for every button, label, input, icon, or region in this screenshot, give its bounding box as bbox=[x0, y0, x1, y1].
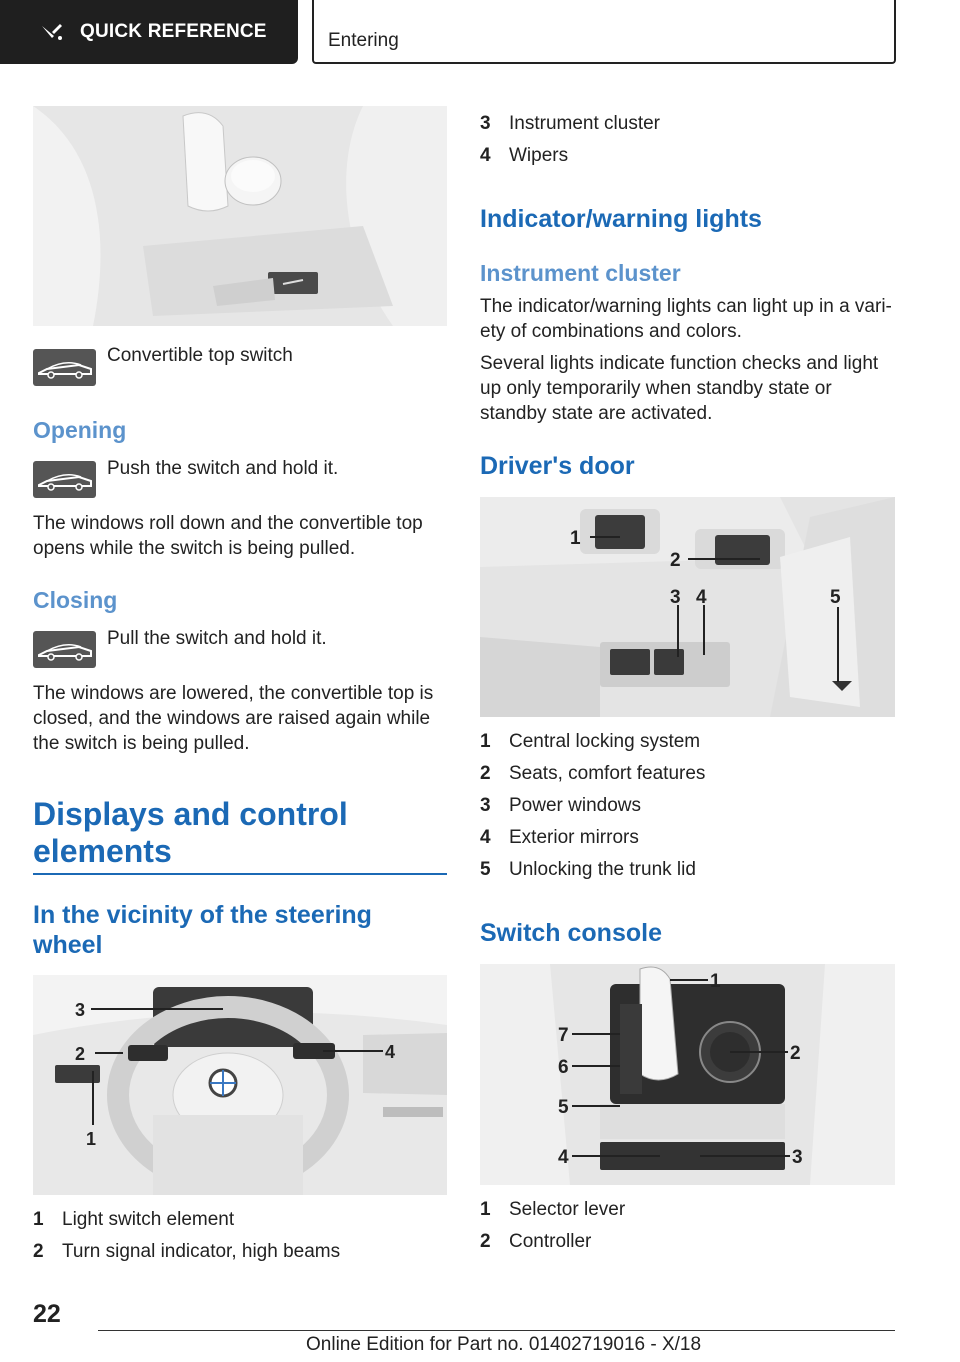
door-callout: 4 bbox=[696, 587, 707, 608]
closing-body-line-3: the switch is being pulled. bbox=[33, 733, 250, 754]
convertible-switch-icon bbox=[33, 349, 96, 386]
list-item-number: 2 bbox=[33, 1241, 44, 1262]
cluster-p2-line-1: Several lights indicate function checks and light bbox=[480, 353, 879, 374]
steering-callout: 3 bbox=[75, 1000, 86, 1020]
list-item-number: 2 bbox=[480, 763, 491, 784]
quick-reference-icon bbox=[38, 18, 66, 46]
door-callout: 1 bbox=[570, 528, 581, 549]
cluster-heading: Instrument cluster bbox=[480, 260, 681, 286]
console-callout: 1 bbox=[710, 971, 721, 992]
footer-divider bbox=[98, 1330, 895, 1331]
list-item-number: 4 bbox=[480, 145, 491, 166]
steering-callout: 2 bbox=[75, 1044, 86, 1064]
console-callout: 7 bbox=[558, 1025, 569, 1046]
list-item-text: Turn signal indicator, high beams bbox=[62, 1241, 341, 1262]
list-item-text: Instrument cluster bbox=[509, 113, 660, 134]
closing-switch-icon bbox=[33, 631, 96, 668]
page-number: 22 bbox=[33, 1300, 61, 1328]
list-item-text: Light switch element bbox=[62, 1209, 235, 1230]
list-item-text: Controller bbox=[509, 1231, 592, 1252]
list-item-number: 2 bbox=[480, 1231, 491, 1252]
list-item-text: Unlocking the trunk lid bbox=[509, 859, 696, 880]
steering-callouts bbox=[33, 975, 447, 1195]
cluster-p1-line-1: The indicator/warning lights can light up in a vari- bbox=[480, 296, 892, 317]
section-tab[interactable] bbox=[0, 0, 298, 64]
console-callout: 2 bbox=[790, 1043, 801, 1064]
indicator-heading: Indicator/warning lights bbox=[480, 205, 762, 233]
list-item-number: 1 bbox=[480, 731, 491, 752]
displays-heading-line-1: Displays and control bbox=[33, 796, 348, 832]
list-item-number: 1 bbox=[480, 1199, 491, 1220]
list-item-number: 5 bbox=[480, 859, 491, 880]
opening-body-line-2: opens while the switch is being pulled. bbox=[33, 538, 356, 559]
steering-callout: 4 bbox=[385, 1042, 396, 1062]
list-item-text: Exterior mirrors bbox=[509, 827, 639, 848]
door-callouts bbox=[480, 497, 895, 717]
list-item-text: Seats, comfort features bbox=[509, 763, 706, 784]
closing-body-line-1: The windows are lowered, the convertible top is bbox=[33, 683, 434, 704]
door-callout: 2 bbox=[670, 550, 681, 571]
console-callout: 6 bbox=[558, 1057, 569, 1078]
opening-switch-icon bbox=[33, 461, 96, 498]
section-tab-label: QUICK REFERENCE bbox=[80, 21, 267, 42]
closing-body-line-2: closed, and the windows are raised again while bbox=[33, 708, 431, 729]
console-callout: 5 bbox=[558, 1097, 569, 1118]
steering-callout: 1 bbox=[86, 1129, 97, 1149]
section-rule bbox=[33, 873, 447, 875]
chapter-title: Entering bbox=[328, 30, 399, 51]
displays-heading-line-2: elements bbox=[33, 833, 172, 869]
list-item-text: Wipers bbox=[509, 145, 569, 166]
cluster-p2-line-2: up only temporarily when standby state or bbox=[480, 378, 832, 399]
console-heading: Switch console bbox=[480, 919, 662, 947]
list-item-text: Selector lever bbox=[509, 1199, 626, 1220]
opening-heading: Opening bbox=[33, 417, 127, 443]
list-item-number: 1 bbox=[33, 1209, 44, 1230]
steering-heading-line-1: In the vicinity of the steering bbox=[33, 901, 372, 929]
convertible-switch-photo bbox=[33, 106, 447, 326]
door-heading: Driver's door bbox=[480, 452, 635, 480]
door-callout: 5 bbox=[830, 587, 841, 608]
cluster-p1-line-2: ety of combinations and colors. bbox=[480, 321, 742, 342]
list-item-number: 4 bbox=[480, 827, 491, 848]
closing-instruction: Pull the switch and hold it. bbox=[107, 628, 327, 649]
steering-heading-line-2: wheel bbox=[33, 931, 103, 959]
cluster-p2-line-3: standby state are activated. bbox=[480, 403, 713, 424]
switch-caption: Convertible top switch bbox=[107, 345, 293, 366]
opening-body-line-1: The windows roll down and the convertible top bbox=[33, 513, 423, 534]
door-callout: 3 bbox=[670, 587, 681, 608]
opening-instruction: Push the switch and hold it. bbox=[107, 458, 339, 479]
chapter-header bbox=[312, 0, 896, 64]
list-item-number: 3 bbox=[480, 795, 491, 816]
console-callout: 4 bbox=[558, 1147, 569, 1168]
list-item-text: Central locking system bbox=[509, 731, 701, 752]
list-item-text: Power windows bbox=[509, 795, 641, 816]
footer-edition: Online Edition for Part no. 01402719016 - X/18 bbox=[306, 1334, 702, 1355]
list-item-number: 3 bbox=[480, 113, 491, 134]
console-callout: 3 bbox=[792, 1147, 803, 1168]
closing-heading: Closing bbox=[33, 587, 118, 613]
console-callouts bbox=[480, 964, 895, 1185]
